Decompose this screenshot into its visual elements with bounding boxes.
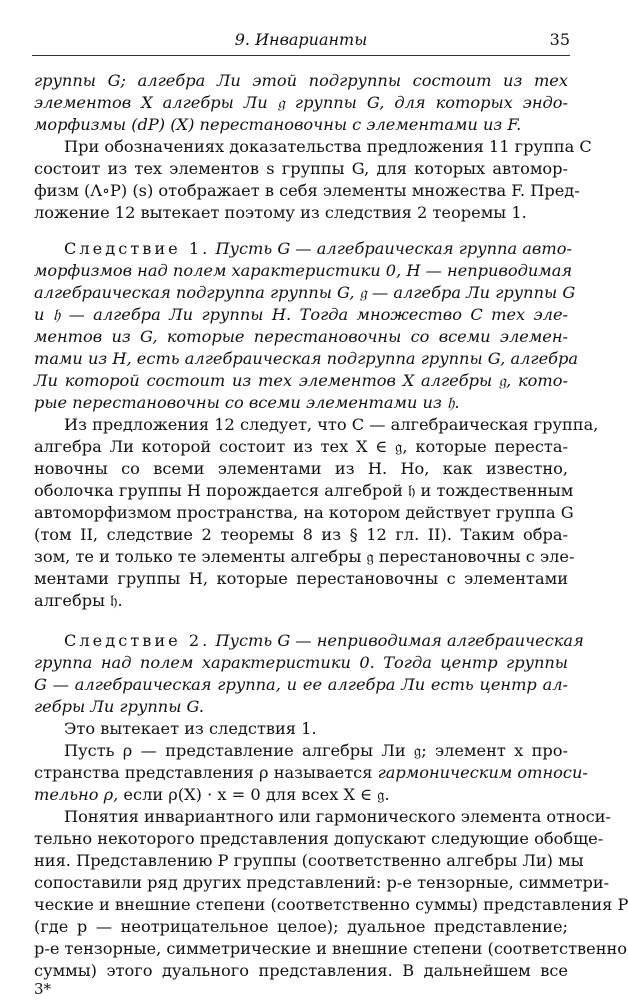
- text-line: группа над полем характеристики 0. Тогда центр группы: [34, 653, 568, 672]
- page-number: 35: [549, 30, 570, 49]
- text-line: рые перестановочны со всеми элементами из 𝔥.: [34, 393, 460, 412]
- text-line: алгебра Ли которой состоит из тех X ∈ 𝔤, которые переста-: [34, 437, 568, 456]
- text-line: ния. Представлению P группы (соответственно алгебры Ли) мы: [34, 851, 584, 870]
- text-line: оболочка группы H порождается алгеброй 𝔥 и тождественным: [34, 481, 574, 500]
- text-line: G — алгебраическая группа, и ее алгебра Ли есть центр ал-: [34, 675, 568, 694]
- text-line: p-е тензорные, симметрические и внешние степени (соответственно: [34, 939, 628, 958]
- text-line: алгебры 𝔥.: [34, 591, 123, 610]
- text-line: тельно некоторого представления допускают следующие обобще-: [34, 829, 604, 848]
- corollary-2-line: Следствие 2. Пусть G — неприводимая алгебраическая: [64, 631, 584, 650]
- text-line: новочны со всеми элементами из H. Но, как известно,: [34, 459, 568, 478]
- corollary-1-line: Следствие 1. Пусть G — алгебраическая группа авто-: [64, 239, 572, 258]
- text-line: тами из H, есть алгебраическая подгруппа группы G, алгебра: [34, 349, 579, 368]
- text-line: сопоставили ряд других представлений: p-е тензорные, симметри-: [34, 873, 610, 892]
- text-line: состоит из тех элементов s группы G, для которых автомор-: [34, 159, 568, 178]
- text-line: морфизмы (dP) (X) перестановочны с элементами из F.: [34, 115, 522, 134]
- text-line: автоморфизмом пространства, на котором действует группа G: [34, 503, 574, 522]
- defined-term: гармоническим относи-: [377, 763, 588, 782]
- corollary-label: Следствие 2.: [64, 631, 211, 650]
- text-line: физм (Λ∘P) (s) отображает в себя элементы множества F. Пред-: [34, 181, 580, 200]
- definition-line: странства представления ρ называется гармоническим относи-: [34, 763, 588, 782]
- signature-mark: 3*: [34, 980, 52, 998]
- text-line: ложение 12 вытекает поэтому из следствия 2 теоремы 1.: [34, 203, 527, 222]
- text-line: Ли которой состоит из тех элементов X алгебры 𝔤, кото-: [34, 371, 568, 390]
- header-rule: [32, 55, 570, 56]
- text-line: Пусть ρ — представление алгебры Ли 𝔤; элемент x про-: [64, 741, 568, 760]
- text-line: гебры Ли группы G.: [34, 697, 205, 716]
- text-line: группы G; алгебра Ли этой подгруппы состоит из тех: [34, 71, 568, 90]
- text-line: ментов из G, которые перестановочны со всеми элемен-: [34, 327, 568, 346]
- text-line: ческие и внешние степени (соответственно суммы) представления P: [34, 895, 628, 914]
- text-line: суммы) этого дуального представления. В дальнейшем все: [34, 961, 568, 980]
- text-line: При обозначениях доказательства предложения 11 группа C: [64, 137, 592, 156]
- text-line: (где p — неотрицательное целое); дуальное представление;: [34, 917, 568, 936]
- chapter-title: 9. Инварианты: [234, 30, 368, 49]
- text-line: ментами группы H, которые перестановочны с элементами: [34, 569, 568, 588]
- text-line: зом, те и только те элементы алгебры 𝔤 перестановочны с эле-: [34, 547, 575, 566]
- text-line: Понятия инвариантного или гармонического элемента относи-: [64, 807, 611, 826]
- text-line: морфизмов над полем характеристики 0, H — неприводимая: [34, 261, 573, 280]
- text-line: (том II, следствие 2 теоремы 8 из § 12 гл. II). Таким обра-: [34, 525, 568, 544]
- corollary-label: Следствие 1.: [64, 239, 211, 258]
- text-line: и 𝔥 — алгебра Ли группы H. Тогда множество C тех эле-: [34, 305, 568, 324]
- text-line: Из предложения 12 следует, что C — алгебраическая группа,: [64, 415, 599, 434]
- text-line: элементов X алгебры Ли 𝔤 группы G, для которых эндо-: [34, 93, 568, 112]
- text-line: алгебраическая подгруппа группы G, 𝔤 — алгебра Ли группы G: [34, 283, 576, 302]
- text-line: Это вытекает из следствия 1.: [64, 719, 317, 738]
- definition-line: тельно ρ, если ρ(X) · x = 0 для всех X ∈ 𝔤.: [34, 785, 390, 804]
